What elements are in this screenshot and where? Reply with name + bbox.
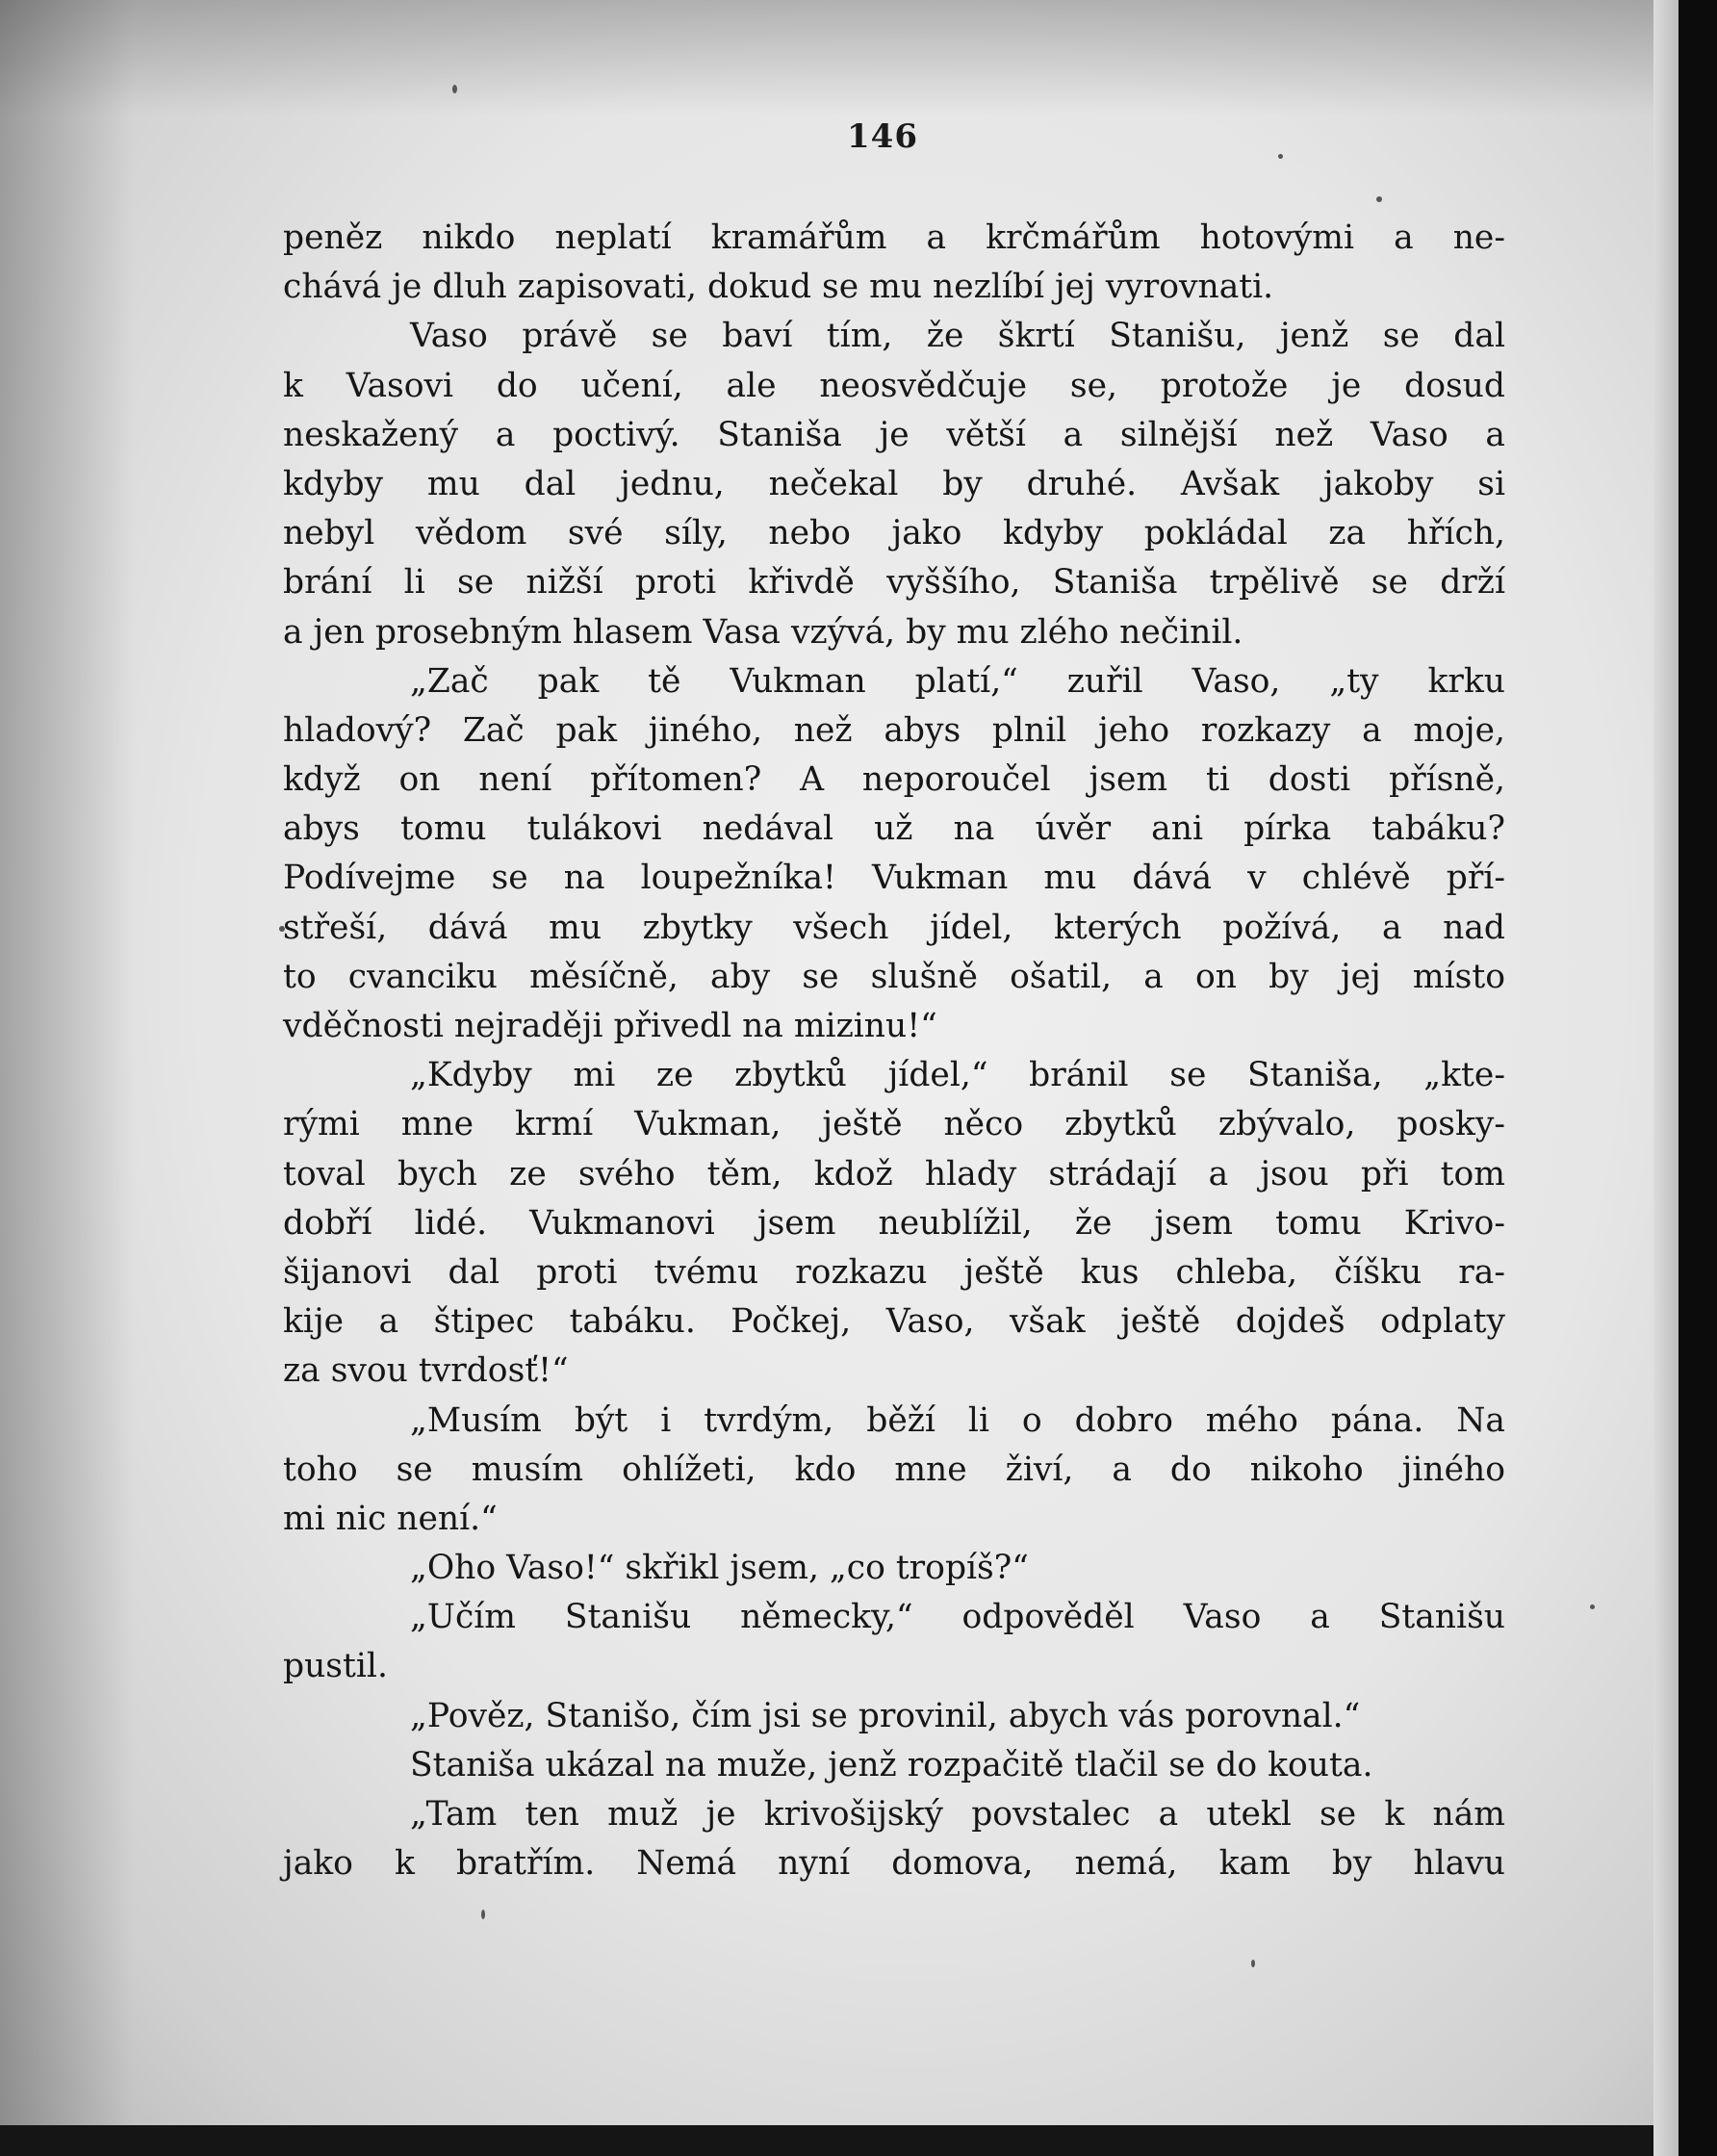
text-line: Podívejme se na loupežníka! Vukman mu dává v chlévě pří- <box>283 859 1505 898</box>
page-shadow-top <box>0 0 1653 116</box>
text-line: střeší, dává mu zbytky všech jídel, kterých požívá, a nad <box>283 908 1505 947</box>
text-line: „Učím Stanišu německy,“ odpověděl Vaso a Stanišu <box>410 1598 1505 1637</box>
text-line: kdyby mu dal jednu, nečekal by druhé. Avšak jakoby si <box>283 464 1505 503</box>
text-line: když on není přítomen? A neporoučel jsem ti dosti přísně, <box>283 760 1505 800</box>
text-line: Staniša ukázal na muže, jenž rozpačitě tlačil se do kouta. <box>410 1745 1373 1784</box>
text-line: rými mne krmí Vukman, ještě něco zbytků zbývalo, posky- <box>283 1105 1505 1144</box>
scan-speck <box>1590 1604 1595 1609</box>
scan-border-right <box>1679 0 1717 2156</box>
text-line: abys tomu tulákovi nedával už na úvěr ani pírka tabáku? <box>283 809 1505 849</box>
scan-speck <box>452 85 457 93</box>
scan-border-bottom <box>0 2125 1653 2156</box>
text-line: dobří lidé. Vukmanovi jsem neublížil, že jsem tomu Krivo- <box>283 1203 1505 1243</box>
text-line: chává je dluh zapisovati, dokud se mu nezlíbí jej vyrovnati. <box>283 268 1274 307</box>
text-line: za svou tvrdosť!“ <box>283 1351 569 1391</box>
text-line: mi nic není.“ <box>283 1499 498 1538</box>
page-number: 146 <box>847 117 918 156</box>
scan-speck <box>481 1910 485 1919</box>
text-line: vděčnosti nejraději přivedl na mizinu!“ <box>283 1007 937 1045</box>
text-line: peněz nikdo neplatí kramářům a krčmářům hotovými a ne- <box>283 218 1505 257</box>
text-line: „Tam ten muž je krivošijský povstalec a utekl se k nám <box>410 1795 1505 1834</box>
scan-speck <box>1278 154 1283 159</box>
text-line: „Musím být i tvrdým, běží li o dobro mého pána. Na <box>410 1400 1505 1440</box>
text-line: „Pověz, Stanišo, čím jsi se provinil, abych vás porovnal.“ <box>410 1696 1361 1735</box>
page-edge-right <box>1653 0 1679 2156</box>
text-line: kije a štipec tabáku. Počkej, Vaso, však ještě dojdeš odplaty <box>283 1302 1505 1342</box>
text-line: a jen prosebným hlasem Vasa vzývá, by mu zlého nečinil. <box>283 612 1243 652</box>
text-line: jako k bratřím. Nemá nyní domova, nemá, kam by hlavu <box>283 1844 1505 1884</box>
text-line: to cvanciku měsíčně, aby se slušně ošatil, a on by jej místo <box>283 957 1505 996</box>
text-line: Vaso právě se baví tím, že škrtí Stanišu, jenž se dal <box>410 317 1505 356</box>
text-line: k Vasovi do učení, ale neosvědčuje se, protože je dosud <box>283 366 1505 405</box>
body-text <box>283 214 1505 1888</box>
text-line: pustil. <box>283 1647 388 1686</box>
scan-speck <box>1251 1960 1255 1967</box>
text-line: „Kdyby mi ze zbytků jídel,“ bránil se Staniša, „kte- <box>410 1056 1505 1095</box>
text-line: toho se musím ohlížeti, kdo mne živí, a do nikoho jiného <box>283 1450 1505 1489</box>
text-line: brání li se nižší proti křivdě vyššího, Staniša trpělivě se drží <box>283 563 1505 603</box>
text-line: „Zač pak tě Vukman platí,“ zuřil Vaso, „ty krku <box>410 661 1505 701</box>
text-line: toval bych ze svého těm, kdož hlady strádají a jsou při tom <box>283 1154 1505 1194</box>
text-line: hladový? Zač pak jiného, než abys plnil jeho rozkazy a moje, <box>283 710 1505 750</box>
text-line: šijanovi dal proti tvému rozkazu ještě kus chleba, číšku ra- <box>283 1252 1505 1292</box>
text-line: nebyl vědom své síly, nebo jako kdyby pokládal za hřích, <box>283 514 1505 553</box>
page-shadow-left <box>0 0 135 2125</box>
text-line: „Oho Vaso!“ skřikl jsem, „co tropíš?“ <box>410 1549 1029 1588</box>
scan-speck <box>1376 196 1382 202</box>
text-line: neskažený a poctivý. Staniša je větší a silnější než Vaso a <box>283 415 1505 454</box>
